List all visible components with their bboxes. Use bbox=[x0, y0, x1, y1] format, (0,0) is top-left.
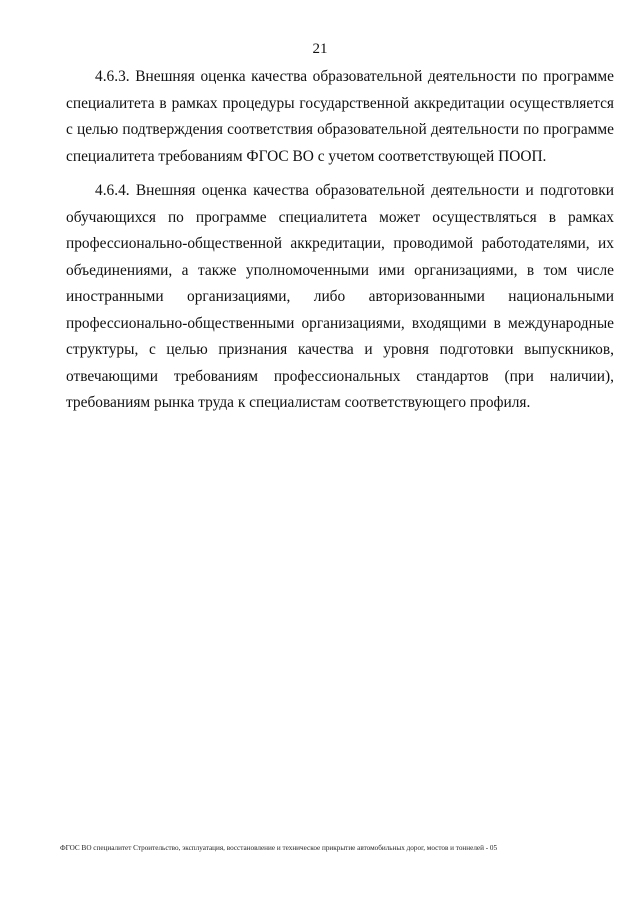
document-body bbox=[66, 64, 614, 427]
paragraph-4-6-4: 4.6.4. Внешняя оценка качества образовательной деятельности и подготовки обучающихся по программе специалитета может осуществляться в рамках профессионально-общественной аккредитации, проводимой работодателями, их объединениями, а также уполномоченными ими организациями, в том числе иностранными организациями, либо авторизованными национальными профессионально-общественными организациями, входящими в международные структуры, с целью признания качества и уровня подготовки выпускников, отвечающими требованиям профессиональных стандартов (при наличии), требованиям рынка труда к специалистам соответствующего профиля. bbox=[66, 182, 614, 411]
paragraph-4-6-3: 4.6.3. Внешняя оценка качества образовательной деятельности по программе специалитета в рамках процедуры государственной аккредитации осуществляется с целью подтверждения соответствия образовательной деятельности по программе специалитета требованиям ФГОС ВО с учетом соответствующей ПООП. bbox=[66, 68, 614, 165]
page-footer: ФГОС ВО специалитет Строительство, эксплуатация, восстановление и техническое прикрытие автомобильных дорог, мостов и тоннелей - 05 bbox=[60, 844, 498, 852]
page-number: 21 bbox=[312, 41, 328, 57]
